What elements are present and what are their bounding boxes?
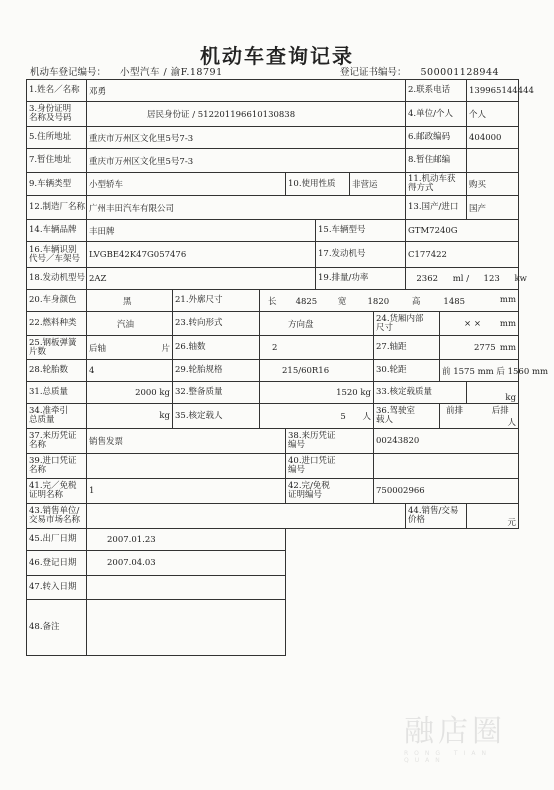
vehicle-type-label: 9.车辆类型: [27, 173, 87, 196]
traction-mass-unit: kg: [159, 411, 170, 421]
dimensions-label: 21.外廓尺寸: [173, 290, 260, 312]
certificate-number-value: 500001128944: [420, 67, 500, 78]
steering-value: 方向盘: [260, 312, 374, 336]
import-doc-no-label: 40.进口凭证 编号: [286, 454, 374, 479]
name-label: 1.姓名／名称: [27, 80, 87, 102]
table-row: [27, 173, 519, 196]
registration-number-value: 小型汽车 / 渝F.18791: [120, 67, 223, 78]
address-label: 5.住所地址: [27, 127, 87, 149]
track-rear: 1560: [507, 366, 530, 377]
gross-mass-value: [87, 382, 173, 404]
postcode-value: 404000: [467, 127, 519, 149]
leaf-spring-unit: 片: [161, 343, 170, 354]
wheelbase-value: [440, 336, 519, 360]
cab-passengers-value: [440, 404, 519, 429]
tax-cert-no-label: 42.完/免税 证明编号: [286, 479, 374, 504]
vehicle-type-value: 小型轿车: [87, 173, 286, 196]
transfer-date-value: [87, 576, 286, 600]
passengers-value: [260, 404, 374, 429]
cab-unit: 人: [507, 418, 517, 428]
traction-mass-value: [87, 404, 173, 429]
price-unit: 元: [507, 518, 517, 528]
usage-value: 非营运: [350, 173, 406, 196]
table-row: [27, 479, 519, 504]
brand-label: 14.车辆品牌: [27, 220, 87, 242]
tire-spec-label: 29.轮胎规格: [173, 360, 260, 382]
source-doc-name-label: 37.来历凭证 名称: [27, 429, 87, 454]
seller-label: 43.销售单位/ 交易市场名称: [27, 504, 87, 529]
tire-count-value: 4: [87, 360, 173, 382]
cargo-size-x: × ×: [464, 318, 481, 329]
dimensions-value: [260, 290, 519, 312]
source-doc-no-value: 00243820: [374, 429, 519, 454]
track-mid: mm 后: [477, 366, 505, 377]
temp-postcode-value: [467, 149, 519, 173]
manufacturer-value: 广州丰田汽车有限公司: [87, 196, 406, 220]
model-value: GTM7240G: [406, 220, 519, 242]
wheelbase-number: 2775: [474, 342, 496, 353]
id-value: 居民身份证 / 512201196610130838: [87, 102, 406, 127]
table-row: [27, 360, 519, 382]
passengers-number: 5: [340, 412, 346, 422]
track-label: 30.轮距: [374, 360, 440, 382]
curb-mass-number: 1520: [336, 387, 358, 398]
cab-front: 前排: [446, 406, 464, 416]
passengers-label: 35.核定载人: [173, 404, 260, 429]
engine-model-label: 18.发动机型号: [27, 268, 87, 290]
tire-spec-value: 215/60R16: [260, 360, 374, 382]
table-row: [27, 127, 519, 149]
gross-mass-unit: kg: [159, 387, 170, 398]
steering-label: 23.转向形式: [173, 312, 260, 336]
table-row: [27, 382, 519, 404]
registration-date-value: 2007.04.03: [87, 551, 286, 576]
leaf-spring-value: [87, 336, 173, 360]
power-kw: 123: [483, 273, 500, 284]
tax-cert-name-label: 41.完／免税 证明名称: [27, 479, 87, 504]
temp-address-label: 7.暂住地址: [27, 149, 87, 173]
table-row: [27, 268, 519, 290]
width-value: 1820: [367, 296, 390, 307]
watermark-subtext: RONG TIAN QUAN: [404, 750, 492, 764]
table-row: [27, 454, 519, 479]
width-label: 宽: [337, 296, 347, 307]
source-doc-name-value: 销售发票: [87, 429, 286, 454]
axles-value: 2: [260, 336, 374, 360]
vin-value: LVGBE42K47G057476: [87, 242, 316, 268]
displacement-label: 19.排量/功率: [316, 268, 406, 290]
source-doc-no-label: 38.来历凭证 编号: [286, 429, 374, 454]
table-row: [27, 312, 519, 336]
fuel-label: 22.燃料种类: [27, 312, 87, 336]
watermark-logo: [404, 706, 514, 764]
origin-value: 国产: [467, 196, 519, 220]
curb-mass-label: 32.整备质量: [173, 382, 260, 404]
seller-value: [87, 504, 406, 529]
engine-no-value: C177422: [406, 242, 519, 268]
phone-label: 2.联系电话: [406, 80, 467, 102]
cab-rear: 后排: [491, 406, 509, 416]
table-row: [27, 149, 519, 173]
table-row: [27, 290, 519, 312]
wheelbase-unit: mm: [499, 342, 517, 353]
engine-no-label: 17.发动机号: [316, 242, 406, 268]
track-value: [440, 360, 549, 382]
table-row: [27, 220, 519, 242]
rated-load-value: [467, 382, 519, 404]
address-value: 重庆市万州区文化里5号7-3: [87, 127, 406, 149]
displacement-ml: 2362: [416, 273, 439, 284]
table-row: [27, 600, 519, 656]
origin-label: 13.国产/进口: [406, 196, 467, 220]
factory-date-label: 45.出厂日期: [27, 529, 87, 551]
price-label: 44.销售/交易 价格: [406, 504, 467, 529]
import-doc-name-label: 39.进口凭证 名称: [27, 454, 87, 479]
page-title: 机动车查询记录: [200, 44, 354, 68]
gross-mass-label: 31.总质量: [27, 382, 87, 404]
table-row: [27, 102, 519, 127]
table-row: [27, 80, 519, 102]
registration-number-label: 机动车登记编号：: [30, 67, 107, 78]
cargo-size-label: 24.货厢内部 尺寸: [374, 312, 440, 336]
factory-date-value: 2007.01.23: [87, 529, 286, 551]
wheelbase-label: 27.轴距: [374, 336, 440, 360]
unit-personal-label: 4.单位/个人: [406, 102, 467, 127]
tax-cert-name-value: 1: [87, 479, 286, 504]
curb-mass-value: [260, 382, 374, 404]
cargo-size-unit: mm: [499, 318, 517, 329]
table-row: [27, 504, 519, 529]
watermark-text: 融店圈: [404, 714, 506, 749]
rated-load-unit: kg: [505, 393, 517, 403]
displacement-ml-unit: ml /: [452, 273, 470, 284]
import-doc-no-value: [374, 454, 519, 479]
track-front: 1575: [453, 366, 475, 377]
cargo-size-value: [440, 312, 519, 336]
registration-number: [30, 64, 223, 78]
engine-model-value: 2AZ: [87, 268, 316, 290]
manufacturer-label: 12.制造厂名称: [27, 196, 87, 220]
height-label: 高: [411, 296, 421, 307]
table-row: [27, 404, 519, 429]
table-row: [27, 336, 519, 360]
remarks-value: [87, 600, 286, 656]
import-doc-name-value: [87, 454, 286, 479]
table-row: [27, 429, 519, 454]
traction-mass-label: 34.准牵引 总质量: [27, 404, 87, 429]
temp-postcode-label: 8.暂住邮编: [406, 149, 467, 173]
passengers-unit: 人: [362, 412, 371, 422]
table-row: [27, 551, 519, 576]
axles-label: 26.轴数: [173, 336, 260, 360]
phone-value: 139965144444: [467, 80, 519, 102]
transfer-date-label: 47.转入日期: [27, 576, 87, 600]
acquisition-value: 购买: [467, 173, 519, 196]
tax-cert-no-value: 750002966: [374, 479, 519, 504]
height-value: 1485: [443, 296, 466, 307]
color-value: 黑: [87, 290, 173, 312]
brand-value: 丰田牌: [87, 220, 316, 242]
model-label: 15.车辆型号: [316, 220, 406, 242]
table-row: [27, 529, 519, 551]
remarks-label: 48.备注: [27, 600, 87, 656]
leaf-spring-label: 25.钢板弹簧 片数: [27, 336, 87, 360]
vin-label: 16.车辆识别 代号／车架号: [27, 242, 87, 268]
vehicle-record-table: [26, 79, 549, 656]
id-label: 3.身份证明 名称及号码: [27, 102, 87, 127]
temp-address-value: 重庆市万州区文化里5号7-3: [87, 149, 406, 173]
fuel-value: 汽油: [87, 312, 173, 336]
leaf-spring-axle: 后轴: [89, 343, 107, 354]
registration-date-label: 46.登记日期: [27, 551, 87, 576]
track-unit: mm: [531, 366, 549, 377]
displacement-value: [406, 268, 527, 290]
price-value: [467, 504, 519, 529]
unit-personal-value: 个人: [467, 102, 519, 127]
cab-passengers-label: 36.驾驶室 载人: [374, 404, 440, 429]
power-kw-unit: kw: [514, 273, 527, 284]
certificate-number: [340, 64, 499, 78]
length-value: 4825: [295, 296, 318, 307]
table-row: [27, 196, 519, 220]
dimensions-unit: mm: [499, 294, 517, 305]
certificate-number-label: 登记证书编号：: [340, 67, 407, 78]
length-label: 长: [268, 296, 277, 307]
gross-mass-number: 2000: [135, 387, 157, 398]
color-label: 20.车身颜色: [27, 290, 87, 312]
rated-load-label: 33.核定载质量: [374, 382, 467, 404]
table-row: [27, 576, 519, 600]
table-row: [27, 242, 519, 268]
name-value: 邓勇: [87, 80, 406, 102]
postcode-label: 6.邮政编码: [406, 127, 467, 149]
curb-mass-unit: kg: [360, 387, 371, 398]
tire-count-label: 28.轮胎数: [27, 360, 87, 382]
usage-label: 10.使用性质: [286, 173, 350, 196]
track-front-label: 前: [442, 366, 451, 377]
acquisition-label: 11.机动车获 得方式: [406, 173, 467, 196]
